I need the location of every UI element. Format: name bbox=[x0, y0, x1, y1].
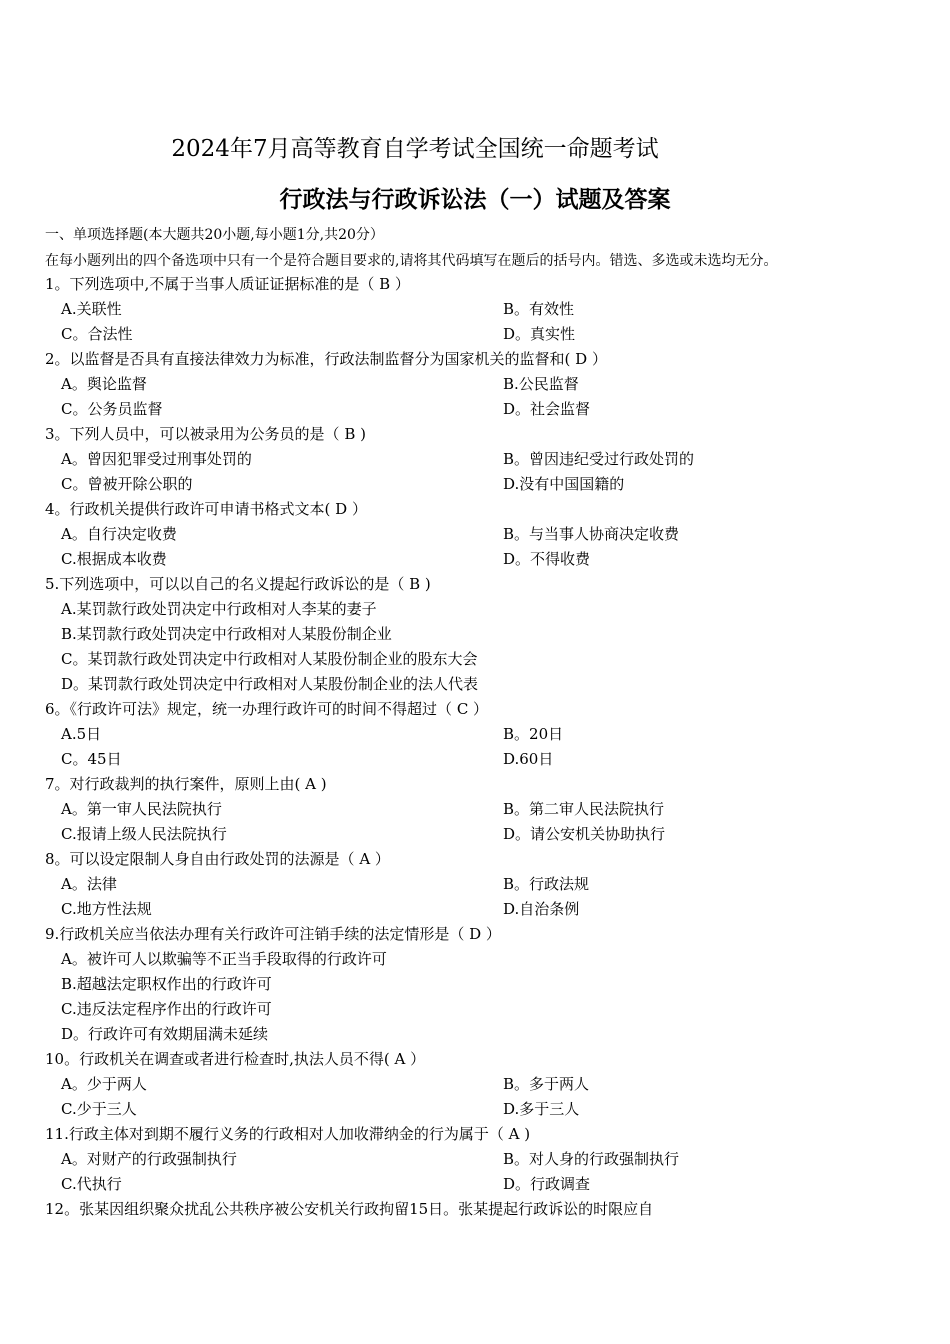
option-c: C。曾被开除公职的 bbox=[61, 475, 193, 493]
question-stem: 7。对行政裁判的执行案件，原则上由( A ) bbox=[45, 775, 327, 793]
exam-subtitle: 行政法与行政诉讼法（一）试题及答案 bbox=[279, 187, 671, 213]
option-d: D。社会监督 bbox=[503, 400, 591, 418]
question-3 bbox=[45, 422, 925, 497]
question-stem: 6。《行政许可法》规定，统一办理行政许可的时间不得超过（ C ） bbox=[45, 700, 489, 718]
option-a: A.5日 bbox=[61, 725, 102, 743]
section-heading: 一、单项选择题(本大题共20小题,每小题1分,共20分） bbox=[45, 227, 384, 243]
option-b: B。与当事人协商决定收费 bbox=[503, 525, 680, 543]
option-a: A.关联性 bbox=[61, 300, 122, 318]
question-stem: 3。下列人员中，可以被录用为公务员的是（ B ) bbox=[45, 425, 366, 443]
option-d: D.自治条例 bbox=[503, 900, 580, 918]
option-c: C.违反法定程序作出的行政许可 bbox=[61, 1000, 272, 1018]
option-group bbox=[45, 372, 925, 422]
option-a: A。少于两人 bbox=[61, 1075, 147, 1093]
option-c: C.地方性法规 bbox=[61, 900, 152, 918]
option-d: D.多于三人 bbox=[503, 1100, 580, 1118]
option-b: B.超越法定职权作出的行政许可 bbox=[61, 975, 272, 993]
option-b: B。第二审人民法院执行 bbox=[503, 800, 665, 818]
option-b: B。曾因违纪受过行政处罚的 bbox=[503, 450, 695, 468]
question-9 bbox=[45, 922, 925, 1047]
question-5 bbox=[45, 572, 925, 697]
question-stem: 8。可以设定限制人身自由行政处罚的法源是（ A ） bbox=[45, 850, 390, 868]
option-group bbox=[45, 1072, 925, 1122]
option-d: D。行政调查 bbox=[503, 1175, 591, 1193]
option-d: D.60日 bbox=[503, 750, 554, 768]
option-group bbox=[45, 597, 925, 697]
option-d: D。不得收费 bbox=[503, 550, 591, 568]
option-b: B.某罚款行政处罚决定中行政相对人某股份制企业 bbox=[61, 625, 392, 643]
question-2 bbox=[45, 347, 925, 422]
option-d: D。行政许可有效期届满未延续 bbox=[61, 1025, 269, 1043]
question-stem: 4。行政机关提供行政许可申请书格式文本( D ） bbox=[45, 500, 367, 518]
question-stem: 11.行政主体对到期不履行义务的行政相对人加收滞纳金的行为属于（ A ) bbox=[45, 1125, 531, 1143]
option-c: C。45日 bbox=[61, 750, 122, 768]
option-group bbox=[45, 722, 925, 772]
question-stem: 12。张某因组织聚众扰乱公共秩序被公安机关行政拘留15日。张某提起行政诉讼的时限应自 bbox=[45, 1200, 654, 1218]
option-d: D。请公安机关协助执行 bbox=[503, 825, 666, 843]
option-a: A。法律 bbox=[61, 875, 117, 893]
option-a: A。对财产的行政强制执行 bbox=[61, 1150, 237, 1168]
option-c: C。公务员监督 bbox=[61, 400, 163, 418]
option-a: A。自行决定收费 bbox=[61, 525, 177, 543]
option-d: D。某罚款行政处罚决定中行政相对人某股份制企业的法人代表 bbox=[61, 675, 479, 693]
option-c: C。合法性 bbox=[61, 325, 133, 343]
question-12 bbox=[45, 1197, 925, 1222]
question-stem: 1。下列选项中,不属于当事人质证证据标准的是（ B ） bbox=[45, 275, 410, 293]
option-a: A。曾因犯罪受过刑事处罚的 bbox=[61, 450, 252, 468]
question-4 bbox=[45, 497, 925, 572]
option-b: B。20日 bbox=[503, 725, 564, 743]
question-11 bbox=[45, 1122, 925, 1197]
question-stem: 2。以监督是否具有直接法律效力为标准，行政法制监督分为国家机关的监督和( D ） bbox=[45, 350, 607, 368]
option-c: C.报请上级人民法院执行 bbox=[61, 825, 227, 843]
option-group bbox=[45, 1147, 925, 1197]
question-stem: 5.下列选项中，可以以自己的名义提起行政诉讼的是（ B ) bbox=[45, 575, 431, 593]
option-group bbox=[45, 872, 925, 922]
option-c: C。某罚款行政处罚决定中行政相对人某股份制企业的股东大会 bbox=[61, 650, 478, 668]
option-b: B。多于两人 bbox=[503, 1075, 590, 1093]
option-group bbox=[45, 947, 925, 1047]
question-8 bbox=[45, 847, 925, 922]
option-a: A。被许可人以欺骗等不正当手段取得的行政许可 bbox=[61, 950, 387, 968]
question-1 bbox=[45, 272, 925, 347]
option-group bbox=[45, 797, 925, 847]
option-a: A。舆论监督 bbox=[61, 375, 147, 393]
option-group bbox=[45, 297, 925, 347]
option-b: B。有效性 bbox=[503, 300, 575, 318]
option-a: A。第一审人民法院执行 bbox=[61, 800, 222, 818]
option-d: D。真实性 bbox=[503, 325, 576, 343]
question-stem: 9.行政机关应当依法办理有关行政许可注销手续的法定情形是（ D ） bbox=[45, 925, 501, 943]
question-7 bbox=[45, 772, 925, 847]
question-10 bbox=[45, 1047, 925, 1122]
option-b: B。行政法规 bbox=[503, 875, 590, 893]
option-c: C.根据成本收费 bbox=[61, 550, 167, 568]
option-group bbox=[45, 447, 925, 497]
question-6 bbox=[45, 697, 925, 772]
option-b: B。对人身的行政强制执行 bbox=[503, 1150, 680, 1168]
option-group bbox=[45, 522, 925, 572]
option-c: C.代执行 bbox=[61, 1175, 122, 1193]
section-instruction: 在每小题列出的四个备选项中只有一个是符合题目要求的,请将其代码填写在题后的括号内。错选、多选或未选均无分。 bbox=[45, 253, 778, 269]
option-d: D.没有中国国籍的 bbox=[503, 475, 625, 493]
option-b: B.公民监督 bbox=[503, 375, 579, 393]
exam-title: 2024年7月高等教育自学考试全国统一命题考试 bbox=[171, 136, 659, 162]
option-a: A.某罚款行政处罚决定中行政相对人李某的妻子 bbox=[61, 600, 377, 618]
question-list bbox=[45, 272, 925, 1222]
option-c: C.少于三人 bbox=[61, 1100, 137, 1118]
question-stem: 10。行政机关在调查或者进行检查时,执法人员不得( A ） bbox=[45, 1050, 426, 1068]
